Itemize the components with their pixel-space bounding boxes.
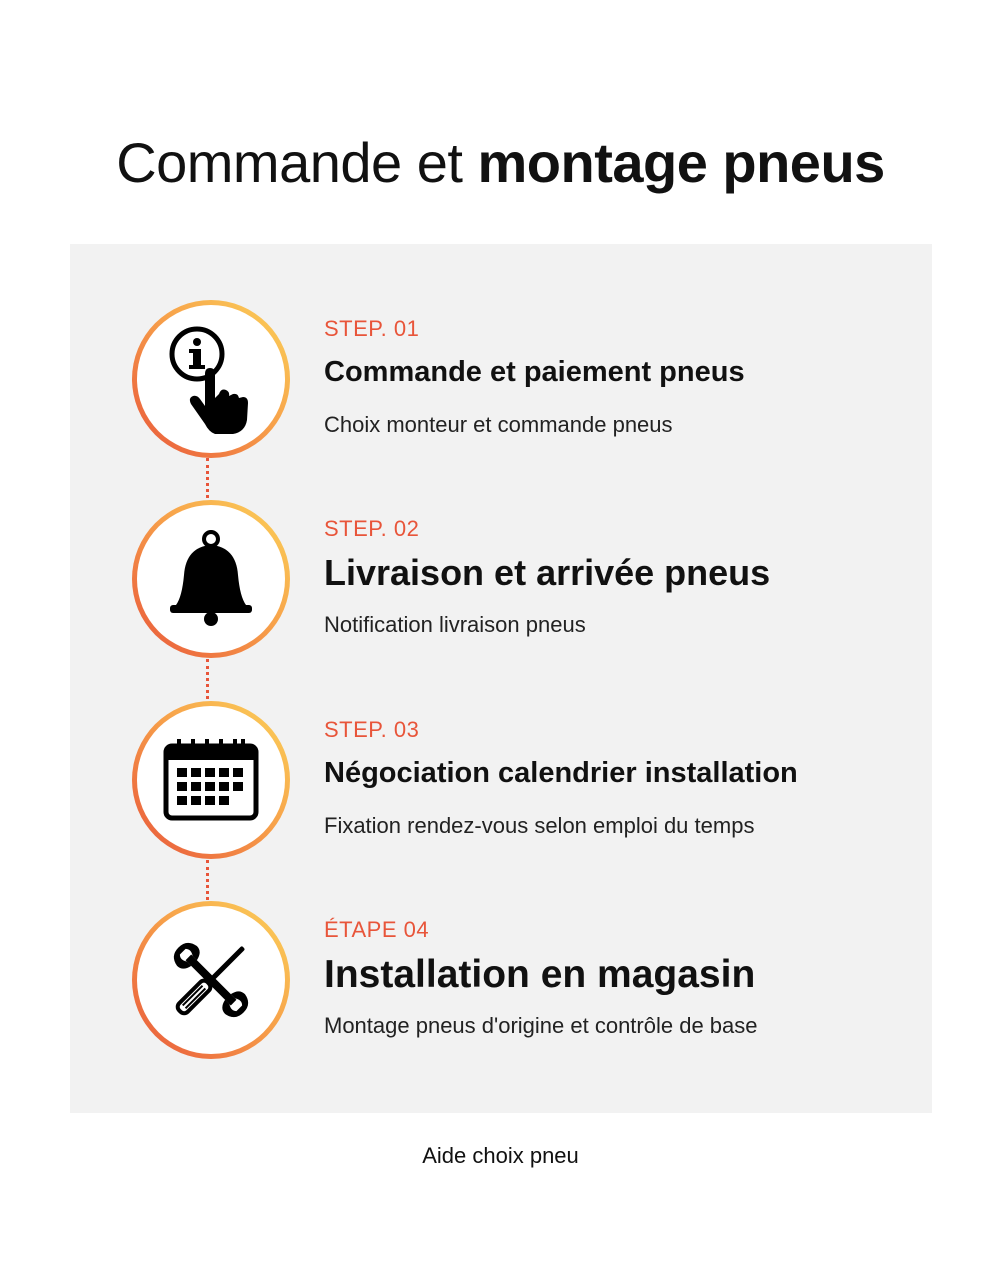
step-description: Notification livraison pneus: [324, 612, 586, 637]
bell-icon: [166, 529, 256, 629]
step-connector: [206, 659, 213, 699]
step-title: Négociation calendrier installation: [324, 757, 798, 789]
step-4: [70, 901, 932, 1061]
footer-link[interactable]: Aide choix pneu: [422, 1143, 579, 1168]
calendar-icon: [163, 738, 259, 822]
step-connector: [206, 458, 213, 498]
step-label: STEP. 03: [324, 717, 420, 742]
page-title: [0, 128, 1001, 198]
step-description: Choix monteur et commande pneus: [324, 412, 673, 437]
step-description: Fixation rendez-vous selon emploi du temps: [324, 813, 755, 838]
step-description: Montage pneus d'origine et contrôle de base: [324, 1013, 758, 1038]
step-label: STEP. 01: [324, 316, 420, 341]
step-2: [70, 500, 932, 660]
step-title: Installation en magasin: [324, 953, 756, 996]
tools-icon: [163, 932, 259, 1028]
step-title: Commande et paiement pneus: [324, 356, 745, 388]
page-title-regular: Commande et: [116, 131, 463, 194]
step-connector: [206, 860, 213, 900]
steps-panel: [70, 244, 932, 1113]
step-3-badge: [132, 701, 290, 859]
step-1: [70, 300, 932, 460]
step-label: STEP. 02: [324, 516, 420, 541]
step-title: Livraison et arrivée pneus: [324, 552, 771, 593]
step-2-badge: [132, 500, 290, 658]
step-3: [70, 701, 932, 861]
step-1-badge: [132, 300, 290, 458]
page-title-bold: montage pneus: [477, 131, 885, 194]
step-label: ÉTAPE 04: [324, 917, 430, 942]
info-touch-icon: [163, 324, 259, 434]
step-4-badge: [132, 901, 290, 1059]
